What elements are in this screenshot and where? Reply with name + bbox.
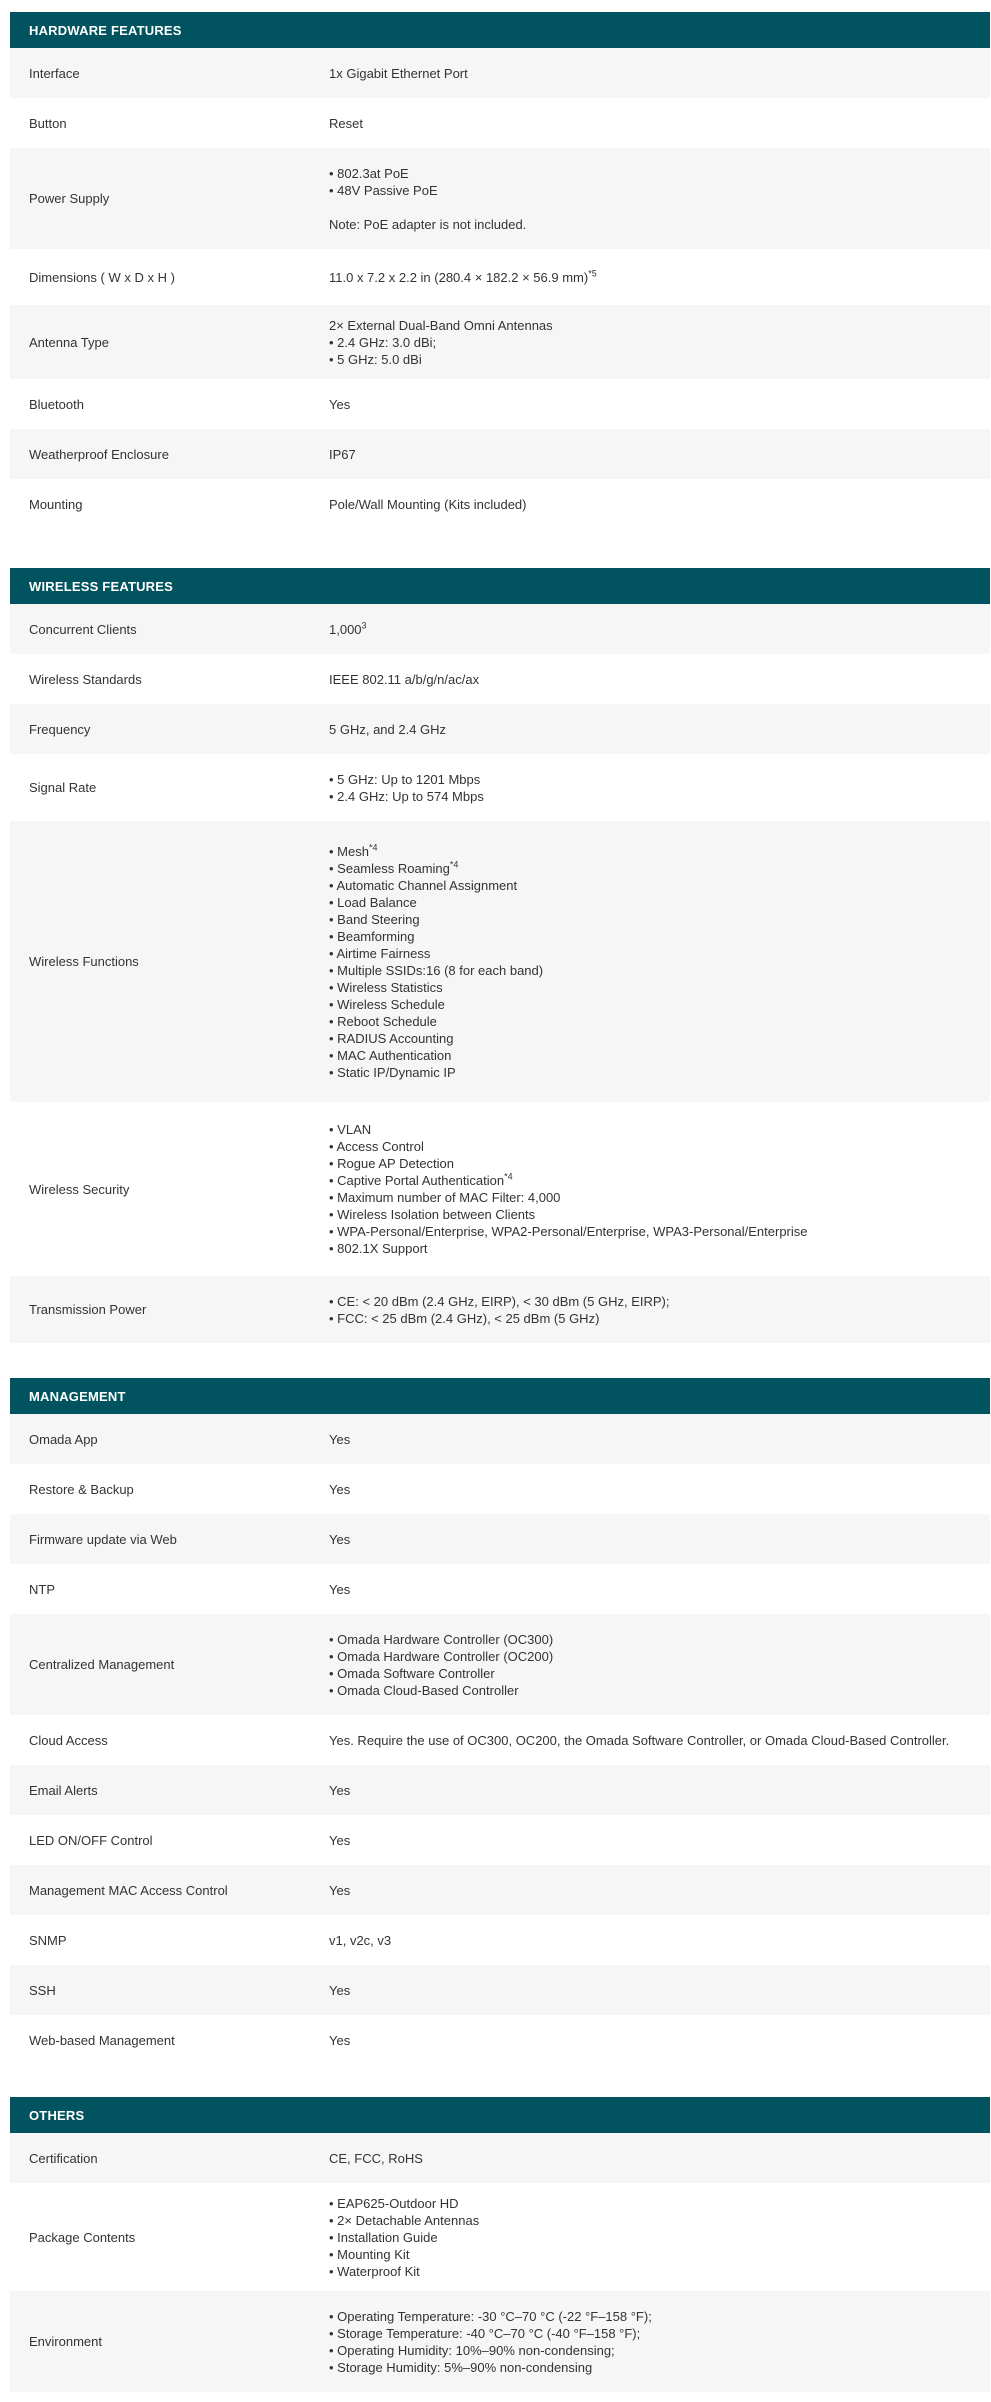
spec-value-text: • 2× Detachable Antennas: [329, 2212, 480, 2228]
spec-value-line: [329, 1932, 990, 1949]
spec-value-line: [329, 1240, 990, 1257]
spec-value-text: • Access Control: [329, 1139, 424, 1154]
spec-row-led-on-off-control: [10, 1815, 990, 1865]
spec-value-text: • Reboot Schedule: [329, 1013, 437, 1029]
spec-value-line: [329, 771, 990, 788]
spec-value-line: [329, 1206, 990, 1223]
spec-value-text: 2× External Dual-Band Omni Antennas: [329, 317, 553, 333]
spec-label: Mounting: [29, 496, 83, 512]
spec-value: [310, 165, 990, 233]
spec-label: Frequency: [29, 721, 91, 737]
spec-value-text: IP67: [329, 446, 356, 462]
spec-value: [310, 721, 990, 738]
spec-value-text: CE, FCC, RoHS: [329, 2150, 423, 2166]
spec-value-line: [329, 1882, 990, 1899]
spec-row-wireless-security: [10, 1102, 990, 1276]
spec-value-line: [329, 1155, 990, 1172]
spec-value-text: Pole/Wall Mounting (Kits included): [329, 496, 527, 512]
footnote-marker: *5: [588, 268, 597, 279]
spec-row-firmware-update-via-web: [10, 1514, 990, 1564]
spec-row-cloud-access: [10, 1715, 990, 1765]
spec-value-text: • WPA-Personal/Enterprise, WPA2-Personal/Enterprise, WPA3-Personal/Enterprise: [329, 1224, 808, 1239]
spec-value-line: [329, 2212, 990, 2229]
spec-value-text: Yes: [329, 1982, 351, 1998]
spec-value-line: [329, 2032, 990, 2049]
spec-value-text: • Maximum number of MAC Filter: 4,000: [329, 1190, 561, 1205]
spec-label: NTP: [29, 1581, 55, 1597]
spec-value-line: [329, 621, 990, 638]
spec-value-text: Reset: [329, 115, 363, 131]
footnote-marker: *4: [368, 842, 378, 853]
spec-value-text: • Rogue AP Detection: [329, 1156, 455, 1171]
spec-value-line: [329, 2150, 990, 2167]
section-header: MANAGEMENT: [10, 1378, 990, 1414]
spec-value-text: • Operating Temperature: -30 °C–70 °C (-22 °F–158 °F);: [329, 2308, 652, 2324]
spec-value-line: [329, 671, 990, 688]
spec-value-line: [329, 199, 990, 216]
spec-label: Web-based Management: [29, 2032, 175, 2048]
spec-value-line: [329, 979, 990, 996]
spec-row-wireless-functions: [10, 821, 990, 1102]
spec-value: [310, 1982, 990, 1999]
spec-value-line: [329, 877, 990, 894]
spec-label: Bluetooth: [29, 396, 84, 412]
spec-value-text: Yes: [329, 396, 351, 412]
spec-label: Restore & Backup: [29, 1481, 134, 1497]
spec-value-text: • Band Steering: [329, 911, 420, 927]
spec-value-line: [329, 788, 990, 805]
footnote-marker: *4: [504, 1171, 513, 1182]
spec-value-line: [329, 962, 990, 979]
spec-label: Wireless Functions: [29, 954, 139, 969]
spec-value-text: • 2.4 GHz: Up to 574 Mbps: [329, 788, 484, 804]
spec-value: [310, 496, 990, 513]
spec-value: [310, 1581, 990, 1598]
spec-value: [310, 2195, 990, 2280]
spec-value-text: • 802.1X Support: [329, 1241, 428, 1256]
spec-label: Management MAC Access Control: [29, 1882, 228, 1898]
spec-value-line: [329, 894, 990, 911]
spec-value-line: [329, 317, 990, 334]
spec-value-line: [329, 1682, 990, 1699]
spec-value-line: [329, 269, 990, 286]
spec-value-text: 1x Gigabit Ethernet Port: [329, 65, 468, 81]
spec-value-line: [329, 496, 990, 513]
spec-value-line: [329, 1172, 990, 1189]
spec-value-text: • CE: < 20 dBm (2.4 GHz, EIRP), < 30 dBm (5 GHz, EIRP);: [329, 1293, 670, 1309]
spec-label: Wireless Security: [29, 1181, 130, 1197]
spec-value-line: [329, 2325, 990, 2342]
spec-row-certification: [10, 2133, 990, 2183]
spec-value-line: [329, 115, 990, 132]
section-header: HARDWARE FEATURES: [10, 12, 990, 48]
spec-value-line: [329, 1138, 990, 1155]
spec-row-power-supply: [10, 148, 990, 249]
spec-value-line: [329, 1013, 990, 1030]
spec-value-text: Yes: [329, 1882, 351, 1898]
spec-value: [310, 65, 990, 82]
spec-value-text: Note: PoE adapter is not included.: [329, 216, 527, 232]
spec-value-text: • VLAN: [329, 1122, 372, 1137]
spec-value: [310, 621, 990, 638]
spec-value-line: [329, 2308, 990, 2325]
spec-value-line: [329, 351, 990, 368]
spec-value: [310, 1293, 990, 1327]
spec-value: [310, 1732, 990, 1749]
spec-row-restore-and-backup: [10, 1464, 990, 1514]
spec-value: [310, 2308, 990, 2376]
spec-value-line: [329, 1431, 990, 1448]
spec-value: [310, 1631, 990, 1699]
spec-label: Certification: [29, 2150, 98, 2166]
spec-value-line: [329, 1064, 990, 1081]
spec-label: Signal Rate: [29, 780, 97, 795]
spec-value: [310, 843, 990, 1081]
spec-value-text: • Waterproof Kit: [329, 2263, 420, 2279]
spec-value-text: • Wireless Isolation between Clients: [329, 1207, 536, 1222]
spec-value-text: Yes: [329, 1832, 351, 1848]
spec-value-text: • Airtime Fairness: [329, 945, 431, 961]
spec-label: Antenna Type: [29, 334, 109, 350]
spec-value-line: [329, 860, 990, 877]
spec-value-line: [329, 1531, 990, 1548]
spec-value-line: [329, 2229, 990, 2246]
spec-row-ssh: [10, 1965, 990, 2015]
spec-value-line: [329, 216, 990, 233]
spec-value-line: [329, 165, 990, 182]
spec-value-text: • Load Balance: [329, 894, 417, 910]
spec-label: Weatherproof Enclosure: [29, 446, 169, 462]
section-others: [10, 2097, 990, 2392]
spec-value-line: [329, 945, 990, 962]
spec-value-line: [329, 1648, 990, 1665]
spec-value-text: • Omada Cloud-Based Controller: [329, 1682, 519, 1698]
footnote-marker: *4: [449, 859, 459, 870]
spec-label: Transmission Power: [29, 1302, 147, 1317]
spec-value-text: • Static IP/Dynamic IP: [329, 1064, 456, 1080]
spec-row-transmission-power: [10, 1276, 990, 1343]
spec-value-text: • Wireless Statistics: [329, 979, 443, 995]
spec-value-line: [329, 446, 990, 463]
spec-value-text: IEEE 802.11 a/b/g/n/ac/ax: [329, 671, 480, 687]
spec-value: [310, 1121, 990, 1257]
spec-value-text: • Mounting Kit: [329, 2246, 410, 2262]
spec-value-line: [329, 396, 990, 413]
spec-value-text: • Omada Hardware Controller (OC200): [329, 1648, 554, 1664]
spec-value-text: • Installation Guide: [329, 2229, 438, 2245]
spec-row-email-alerts: [10, 1765, 990, 1815]
spec-value-line: [329, 1481, 990, 1498]
section-header: WIRELESS FEATURES: [10, 568, 990, 604]
spec-label: Email Alerts: [29, 1782, 98, 1798]
spec-value-text: • 802.3at PoE: [329, 165, 409, 181]
spec-value-text: • 5 GHz: Up to 1201 Mbps: [329, 771, 481, 787]
spec-label: Dimensions ( W x D x H ): [29, 269, 175, 285]
spec-value: [310, 771, 990, 805]
spec-row-weatherproof-enclosure: [10, 429, 990, 479]
spec-row-concurrent-clients: [10, 604, 990, 654]
spec-label: Centralized Management: [29, 1657, 175, 1672]
spec-row-bluetooth: [10, 379, 990, 429]
spec-value-line: [329, 2246, 990, 2263]
spec-value-text: • Mesh: [329, 843, 369, 859]
spec-value-line: [329, 2263, 990, 2280]
spec-value: [310, 2032, 990, 2049]
spec-label: Power Supply: [29, 191, 110, 206]
spec-value: [310, 396, 990, 413]
spec-value-text: Yes: [329, 1431, 351, 1447]
spec-value-text: • RADIUS Accounting: [329, 1030, 454, 1046]
spec-value-text: • Storage Temperature: -40 °C–70 °C (-40 °F–158 °F);: [329, 2325, 641, 2341]
spec-value-line: [329, 2342, 990, 2359]
spec-value-text: • Captive Portal Authentication: [329, 1173, 505, 1188]
section-hardware-features: [10, 12, 990, 529]
section-header: OTHERS: [10, 2097, 990, 2133]
spec-value: [310, 115, 990, 132]
spec-value-line: [329, 996, 990, 1013]
spec-row-management-mac-access-control: [10, 1865, 990, 1915]
spec-value-line: [329, 1631, 990, 1648]
spec-row-mounting: [10, 479, 990, 529]
spec-value: [310, 1832, 990, 1849]
spec-row-web-based-management: [10, 2015, 990, 2065]
spec-value-line: [329, 721, 990, 738]
spec-label: SSH: [29, 1982, 56, 1998]
spec-value-text: • Automatic Channel Assignment: [329, 877, 518, 893]
spec-label: Cloud Access: [29, 1732, 108, 1748]
spec-value-line: [329, 65, 990, 82]
spec-value-text: • Multiple SSIDs:16 (8 for each band): [329, 962, 544, 978]
spec-value: [310, 1782, 990, 1799]
spec-value-line: [329, 1832, 990, 1849]
spec-row-antenna-type: [10, 305, 990, 379]
spec-value-text: Yes: [329, 2032, 351, 2048]
spec-row-environment: [10, 2291, 990, 2392]
spec-value-line: [329, 1982, 990, 1999]
spec-label: Button: [29, 115, 67, 131]
spec-row-frequency: [10, 704, 990, 754]
spec-row-button: [10, 98, 990, 148]
spec-value: [310, 671, 990, 688]
spec-value-text: Yes: [329, 1531, 351, 1547]
spec-value: [310, 1932, 990, 1949]
spec-row-dimensions-w-x-d-x-h: [10, 249, 990, 305]
spec-value-line: [329, 1293, 990, 1310]
spec-value-line: [329, 1310, 990, 1327]
spec-value-line: [329, 1782, 990, 1799]
spec-value-text: 5 GHz, and 2.4 GHz: [329, 721, 447, 737]
spec-row-package-contents: [10, 2183, 990, 2291]
spec-row-centralized-management: [10, 1614, 990, 1715]
spec-value-line: [329, 1581, 990, 1598]
spec-label: Environment: [29, 2334, 102, 2349]
spec-row-wireless-standards: [10, 654, 990, 704]
spec-value-line: [329, 928, 990, 945]
spec-value-line: [329, 843, 990, 860]
spec-value-text: • Omada Software Controller: [329, 1665, 495, 1681]
spec-value-text: • Seamless Roaming: [329, 860, 450, 876]
spec-value-text: • Wireless Schedule: [329, 996, 445, 1012]
spec-row-ntp: [10, 1564, 990, 1614]
spec-value-text: Yes: [329, 1782, 351, 1798]
spec-label: SNMP: [29, 1932, 67, 1948]
spec-value-line: [329, 182, 990, 199]
spec-value: [310, 317, 990, 368]
spec-value-text: Yes: [329, 1481, 351, 1497]
spec-value: [310, 1882, 990, 1899]
spec-value-line: [329, 334, 990, 351]
spec-value: [310, 446, 990, 463]
spec-label: Wireless Standards: [29, 671, 142, 687]
spec-value-text: Yes. Require the use of OC300, OC200, the Omada Software Controller, or Omada Cloud-Based Controller.: [329, 1732, 950, 1748]
spec-value-line: [329, 1030, 990, 1047]
spec-value-line: [329, 1665, 990, 1682]
spec-value-text: • Beamforming: [329, 928, 415, 944]
spec-value-text: • FCC: < 25 dBm (2.4 GHz), < 25 dBm (5 GHz): [329, 1310, 600, 1326]
spec-value-text: • MAC Authentication: [329, 1047, 452, 1063]
spec-value-text: v1, v2c, v3: [329, 1932, 392, 1948]
spec-value-text: • Omada Hardware Controller (OC300): [329, 1631, 554, 1647]
spec-label: Omada App: [29, 1431, 98, 1447]
section-management: [10, 1378, 990, 2065]
spec-value: [310, 269, 990, 286]
spec-value-line: [329, 911, 990, 928]
spec-value-line: [329, 1047, 990, 1064]
spec-row-signal-rate: [10, 754, 990, 821]
spec-label: Firmware update via Web: [29, 1531, 177, 1547]
spec-value-text: • 5 GHz: 5.0 dBi: [329, 351, 422, 367]
spec-value-text: • Operating Humidity: 10%–90% non-condensing;: [329, 2342, 615, 2358]
spec-value-line: [329, 1223, 990, 1240]
spec-row-omada-app: [10, 1414, 990, 1464]
spec-value-line: [329, 1189, 990, 1206]
spec-value-text: 11.0 x 7.2 x 2.2 in (280.4 × 182.2 × 56.9 mm): [329, 269, 589, 285]
spec-label: Package Contents: [29, 2229, 136, 2245]
spec-label: LED ON/OFF Control: [29, 1832, 153, 1848]
spec-row-snmp: [10, 1915, 990, 1965]
spec-row-interface: [10, 48, 990, 98]
section-wireless-features: [10, 568, 990, 1343]
spec-value-line: [329, 2359, 990, 2376]
spec-value: [310, 1481, 990, 1498]
spec-value: [310, 2150, 990, 2167]
spec-label: Concurrent Clients: [29, 621, 137, 637]
spec-value-line: [329, 1732, 990, 1749]
spec-value: [310, 1431, 990, 1448]
spec-label: Interface: [29, 65, 80, 81]
spec-value-text: • 48V Passive PoE: [329, 182, 438, 198]
spec-value-text: Yes: [329, 1581, 351, 1597]
spec-value-line: [329, 2195, 990, 2212]
spec-value: [310, 1531, 990, 1548]
footnote-marker: 3: [361, 620, 367, 631]
spec-value-text: • 2.4 GHz: 3.0 dBi;: [329, 334, 437, 350]
spec-value-line: [329, 1121, 990, 1138]
spec-value-text: • EAP625-Outdoor HD: [329, 2195, 459, 2211]
spec-value-text: • Storage Humidity: 5%–90% non-condensing: [329, 2359, 593, 2375]
spec-value-text: 1,000: [329, 621, 362, 637]
